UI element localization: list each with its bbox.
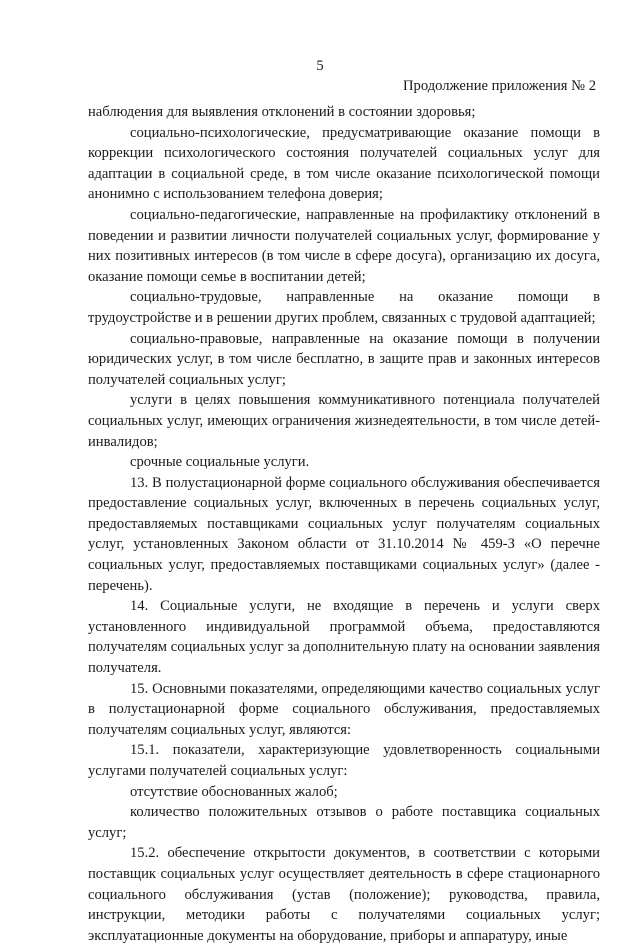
paragraph: 15.1. показатели, характеризующие удовлетворенность социальными услугами получателей социальных услуг: [88,742,600,779]
paragraph: социально-психологические, предусматривающие оказание помощи в коррекции психологического состояния получателей социальных услуг для адаптации в социальной среде, в том числе оказание психологической помощи анонимно с использованием телефона доверия; [88,124,600,203]
appendix-continuation-header: Продолжение приложения № 2 [403,78,596,94]
paragraph: 15.2. обеспечение открытости документов, в соответствии с которыми поставщик социальных услуг осуществляет деятельность в сфере стационарного социального обслуживания (устав (положение); руководства, правила, инструкции, методики работы с получателями социальных услуг; эксплуатационные документы на оборудование, приборы и аппаратуру, иные [88,845,600,944]
paragraph: 15. Основными показателями, определяющими качество социальных услуг в полустационарной форме социального обслуживания, предоставляемых получателям социальных услуг, являются: [88,680,600,738]
paragraph: срочные социальные услуги. [130,454,310,471]
paragraph: количество положительных отзывов о работе поставщика социальных услуг; [88,804,600,841]
paragraph: наблюдения для выявления отклонений в состоянии здоровья; [88,104,476,120]
paragraph: социально-трудовые, направленные на оказание помощи в трудоустройстве и в решении других проблем, связанных с трудовой адаптацией; [88,289,600,326]
paragraph: социально-правовые, направленные на оказание помощи в получении юридических услуг, в том числе бесплатно, в защите прав и законных интересов получателей социальных услуг; [88,330,600,388]
paragraph: 13. В полустационарной форме социального обслуживания обеспечивается предоставление социальных услуг, включенных в перечень социальных услуг, предоставляемых поставщиками социальных услуг получателям социальных услуг, установленных Законом области от 31.10.2014 № 459-З «О перечне социальных услуг, предоставляемых поставщиками социальных услуг» (далее - перечень). [88,474,600,594]
paragraph: 14. Социальные услуги, не входящие в перечень и услуги сверх установленного индивидуальной программой объема, предоставляются получателям социальных услуг за дополнительную плату на основании заявления получателя. [88,598,600,677]
page-number: 5 [316,58,324,74]
paragraph: услуги в целях повышения коммуникативного потенциала получателей социальных услуг, имеющих ограничения жизнедеятельности, в том числе детей-инвалидов; [88,392,600,450]
paragraph: социально-педагогические, направленные на профилактику отклонений в поведении и развитии личности получателей социальных услуг, формирование у них позитивных интересов (в том числе в сфере досуга), организацию их досуга, оказание помощи семье в воспитании детей; [88,206,600,285]
paragraph: отсутствие обоснованных жалоб; [130,783,338,800]
document-body [88,102,600,946]
